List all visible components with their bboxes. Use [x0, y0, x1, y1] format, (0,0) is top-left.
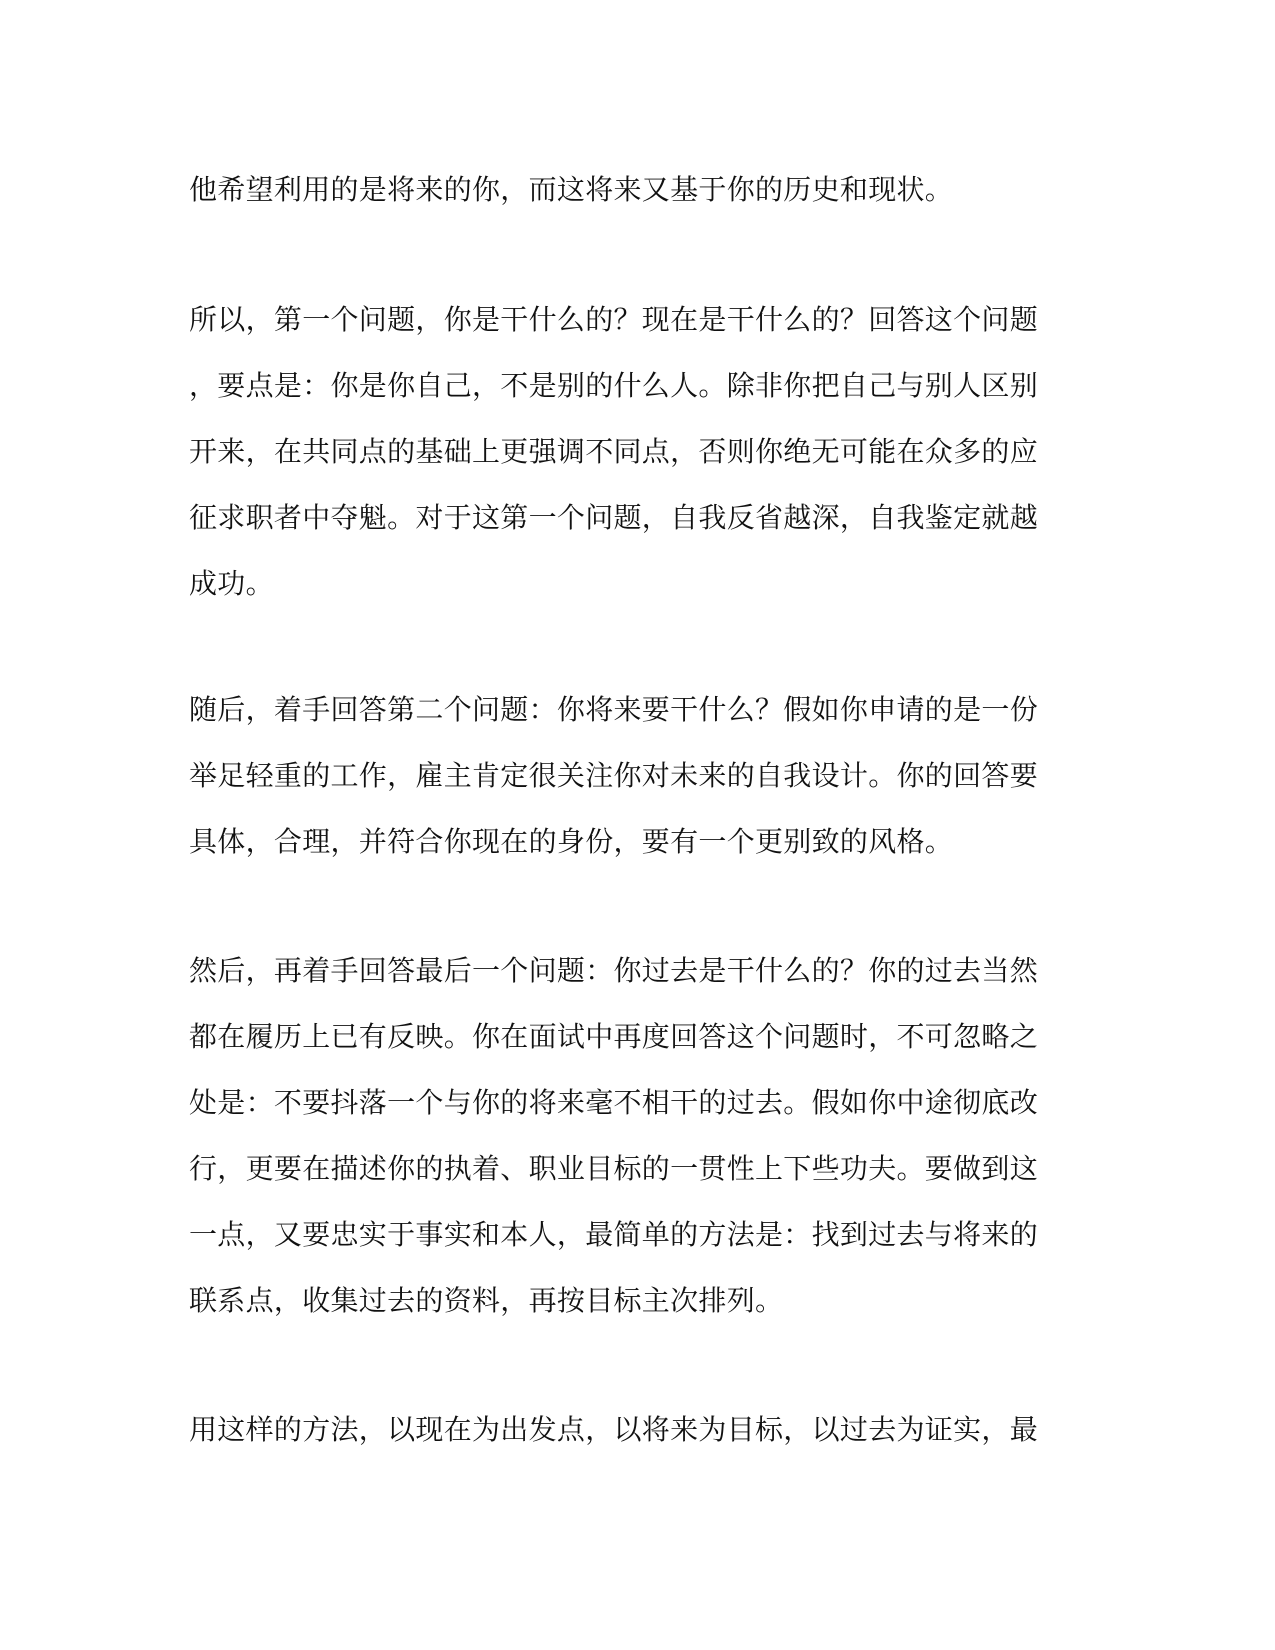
- paragraph: [189, 287, 1069, 617]
- paragraph: [189, 677, 1069, 875]
- paragraph: [189, 1397, 1069, 1463]
- text-line: 然后，再着手回答最后一个问题：你过去是干什么的？你的过去当然: [189, 954, 1039, 987]
- text-line: 征求职者中夺魁。对于这第一个问题，自我反省越深，自我鉴定就越: [189, 501, 1039, 534]
- paragraph: [189, 157, 1069, 223]
- text-line: 行，更要在描述你的执着、职业目标的一贯性上下些功夫。要做到这: [189, 1152, 1039, 1185]
- text-line: 具体，合理，并符合你现在的身份，要有一个更别致的风格。: [189, 825, 954, 858]
- text-line: 成功。: [189, 567, 274, 600]
- text-line: 随后，着手回答第二个问题：你将来要干什么？假如你申请的是一份: [189, 693, 1039, 726]
- text-line: 用这样的方法，以现在为出发点，以将来为目标，以过去为证实，最: [189, 1413, 1039, 1446]
- paragraph: [189, 938, 1069, 1334]
- text-line: 所以，第一个问题，你是干什么的？现在是干什么的？回答这个问题: [189, 303, 1039, 336]
- text-line: 处是：不要抖落一个与你的将来毫不相干的过去。假如你中途彻底改: [189, 1086, 1039, 1119]
- text-line: 联系点，收集过去的资料，再按目标主次排列。: [189, 1284, 784, 1317]
- text-line: 都在履历上已有反映。你在面试中再度回答这个问题时，不可忽略之: [189, 1020, 1039, 1053]
- text-line: 一点，又要忠实于事实和本人，最简单的方法是：找到过去与将来的: [189, 1218, 1039, 1251]
- text-line: ，要点是：你是你自己，不是别的什么人。除非你把自己与别人区别: [189, 369, 1039, 402]
- text-line: 他希望利用的是将来的你，而这将来又基于你的历史和现状。: [189, 173, 954, 206]
- text-line: 开来，在共同点的基础上更强调不同点，否则你绝无可能在众多的应: [189, 435, 1039, 468]
- text-line: 举足轻重的工作，雇主肯定很关注你对未来的自我设计。你的回答要: [189, 759, 1039, 792]
